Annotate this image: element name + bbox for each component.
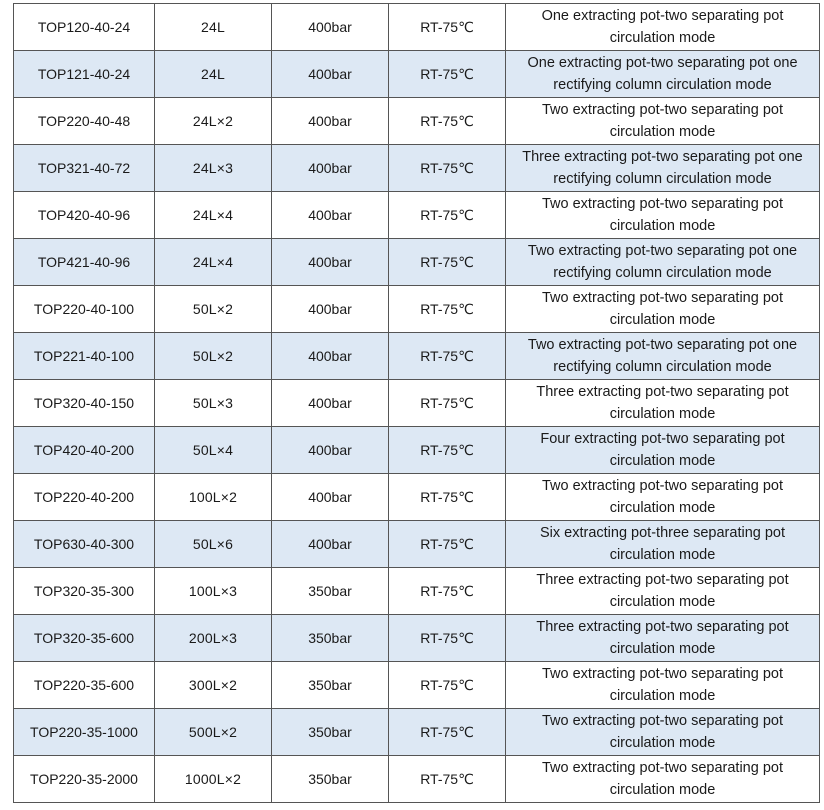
pressure-cell: 400bar [272, 98, 389, 145]
table-row [14, 333, 820, 380]
model-cell: TOP321-40-72 [14, 145, 155, 192]
pressure-cell: 350bar [272, 709, 389, 756]
capacity-cell: 50L×2 [155, 286, 272, 333]
model-cell: TOP220-35-2000 [14, 756, 155, 803]
capacity-cell: 100L×3 [155, 568, 272, 615]
pressure-cell: 400bar [272, 286, 389, 333]
table-row [14, 756, 820, 803]
model-cell: TOP220-40-100 [14, 286, 155, 333]
temperature-cell: RT-75℃ [389, 51, 506, 98]
capacity-cell: 24L [155, 4, 272, 51]
table-row [14, 286, 820, 333]
table-row [14, 568, 820, 615]
capacity-cell: 24L×2 [155, 98, 272, 145]
temperature-cell: RT-75℃ [389, 98, 506, 145]
pressure-cell: 400bar [272, 333, 389, 380]
temperature-cell: RT-75℃ [389, 145, 506, 192]
description-cell: Two extracting pot-two separating pot one rectifying column circulation mode [506, 333, 820, 380]
model-cell: TOP421-40-96 [14, 239, 155, 286]
pressure-cell: 400bar [272, 474, 389, 521]
description-cell: Six extracting pot-three separating pot circulation mode [506, 521, 820, 568]
table-row [14, 615, 820, 662]
capacity-cell: 300L×2 [155, 662, 272, 709]
capacity-cell: 50L×2 [155, 333, 272, 380]
description-cell: Two extracting pot-two separating pot circulation mode [506, 286, 820, 333]
capacity-cell: 24L [155, 51, 272, 98]
temperature-cell: RT-75℃ [389, 709, 506, 756]
capacity-cell: 24L×4 [155, 239, 272, 286]
description-cell: Two extracting pot-two separating pot circulation mode [506, 662, 820, 709]
capacity-cell: 24L×4 [155, 192, 272, 239]
pressure-cell: 400bar [272, 427, 389, 474]
table-row [14, 145, 820, 192]
capacity-cell: 50L×4 [155, 427, 272, 474]
capacity-cell: 500L×2 [155, 709, 272, 756]
description-cell: Three extracting pot-two separating pot one rectifying column circulation mode [506, 145, 820, 192]
temperature-cell: RT-75℃ [389, 474, 506, 521]
capacity-cell: 50L×6 [155, 521, 272, 568]
description-cell: Two extracting pot-two separating pot one rectifying column circulation mode [506, 239, 820, 286]
table-row [14, 98, 820, 145]
model-cell: TOP320-35-600 [14, 615, 155, 662]
description-cell: Three extracting pot-two separating pot circulation mode [506, 568, 820, 615]
description-cell: One extracting pot-two separating pot circulation mode [506, 4, 820, 51]
pressure-cell: 400bar [272, 380, 389, 427]
pressure-cell: 350bar [272, 568, 389, 615]
table-row [14, 709, 820, 756]
description-cell: Three extracting pot-two separating pot circulation mode [506, 615, 820, 662]
model-cell: TOP420-40-200 [14, 427, 155, 474]
table-row [14, 239, 820, 286]
table-row [14, 192, 820, 239]
pressure-cell: 400bar [272, 192, 389, 239]
temperature-cell: RT-75℃ [389, 380, 506, 427]
pressure-cell: 400bar [272, 51, 389, 98]
model-cell: TOP420-40-96 [14, 192, 155, 239]
model-cell: TOP220-35-1000 [14, 709, 155, 756]
temperature-cell: RT-75℃ [389, 427, 506, 474]
pressure-cell: 350bar [272, 615, 389, 662]
model-cell: TOP220-40-48 [14, 98, 155, 145]
pressure-cell: 400bar [272, 145, 389, 192]
pressure-cell: 400bar [272, 4, 389, 51]
table-row [14, 51, 820, 98]
temperature-cell: RT-75℃ [389, 615, 506, 662]
temperature-cell: RT-75℃ [389, 756, 506, 803]
spec-table [13, 3, 820, 803]
model-cell: TOP630-40-300 [14, 521, 155, 568]
temperature-cell: RT-75℃ [389, 286, 506, 333]
description-cell: Two extracting pot-two separating pot circulation mode [506, 192, 820, 239]
temperature-cell: RT-75℃ [389, 239, 506, 286]
pressure-cell: 350bar [272, 756, 389, 803]
model-cell: TOP320-35-300 [14, 568, 155, 615]
model-cell: TOP320-40-150 [14, 380, 155, 427]
temperature-cell: RT-75℃ [389, 662, 506, 709]
table-row [14, 521, 820, 568]
pressure-cell: 400bar [272, 239, 389, 286]
capacity-cell: 24L×3 [155, 145, 272, 192]
model-cell: TOP220-35-600 [14, 662, 155, 709]
model-cell: TOP220-40-200 [14, 474, 155, 521]
description-cell: Four extracting pot-two separating pot circulation mode [506, 427, 820, 474]
capacity-cell: 50L×3 [155, 380, 272, 427]
description-cell: Three extracting pot-two separating pot circulation mode [506, 380, 820, 427]
temperature-cell: RT-75℃ [389, 521, 506, 568]
description-cell: Two extracting pot-two separating pot circulation mode [506, 98, 820, 145]
description-cell: Two extracting pot-two separating pot circulation mode [506, 474, 820, 521]
pressure-cell: 350bar [272, 662, 389, 709]
description-cell: Two extracting pot-two separating pot circulation mode [506, 709, 820, 756]
pressure-cell: 400bar [272, 521, 389, 568]
description-cell: One extracting pot-two separating pot one rectifying column circulation mode [506, 51, 820, 98]
table-row [14, 4, 820, 51]
table-row [14, 427, 820, 474]
model-cell: TOP221-40-100 [14, 333, 155, 380]
table-row [14, 662, 820, 709]
capacity-cell: 100L×2 [155, 474, 272, 521]
table-row [14, 380, 820, 427]
model-cell: TOP120-40-24 [14, 4, 155, 51]
temperature-cell: RT-75℃ [389, 333, 506, 380]
description-cell: Two extracting pot-two separating pot circulation mode [506, 756, 820, 803]
capacity-cell: 200L×3 [155, 615, 272, 662]
model-cell: TOP121-40-24 [14, 51, 155, 98]
capacity-cell: 1000L×2 [155, 756, 272, 803]
temperature-cell: RT-75℃ [389, 192, 506, 239]
temperature-cell: RT-75℃ [389, 4, 506, 51]
temperature-cell: RT-75℃ [389, 568, 506, 615]
table-row [14, 474, 820, 521]
spec-table-body [14, 4, 820, 803]
